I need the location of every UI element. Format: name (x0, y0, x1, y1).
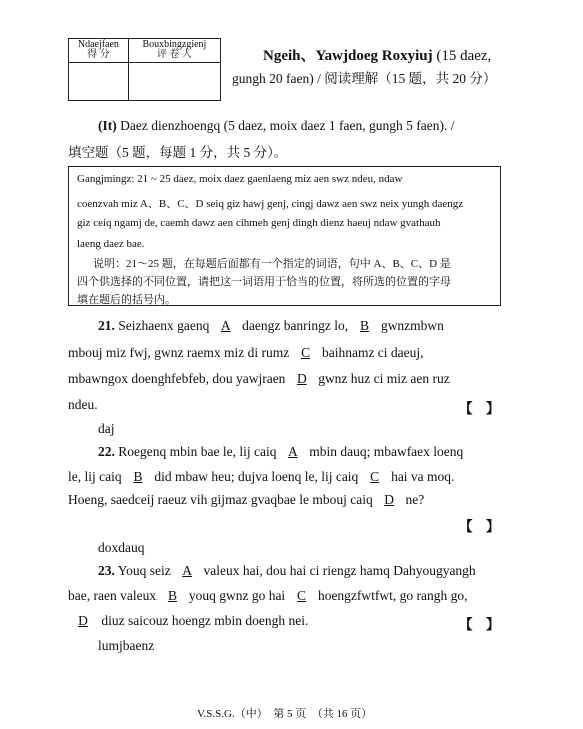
instruction-za-line: laeng daez bae. (77, 238, 145, 250)
score-label-zh: 得 分 (87, 49, 110, 60)
blank-d[interactable]: D (296, 371, 307, 386)
blank-c[interactable]: C (370, 469, 380, 484)
question-number: 21. (98, 318, 115, 333)
page-footer: V.S.S.G.（中） 第 5 页 （共 16 页） (197, 708, 373, 720)
score-cell-header (69, 39, 129, 63)
question-22-line1: 22. Roegenq mbin bae le, lij caiq A mbin dauq; mbawfaex loenq (98, 444, 464, 459)
section-text: Daez dienzhoengq (5 daez, moix daez 1 faen, gungh 5 faen). / (116, 118, 455, 133)
question-22-word: doxdauq (98, 540, 145, 555)
section-heading (98, 118, 454, 134)
question-22-line3: Hoeng, saedceij raeuz vih gijmaz gvaqbae le mbouj caiq D ne? (68, 492, 425, 507)
score-table (68, 38, 221, 101)
question-23-line1: 23. Youq seiz A valeux hai, dou hai ci riengz hamq Dahyougyangh (98, 563, 476, 578)
blank-c[interactable]: C (297, 588, 307, 603)
section-heading-line2: 填空题（5 题，每题 1 分，共 5 分）。 (68, 145, 288, 160)
blank-b[interactable]: B (360, 318, 370, 333)
question-23-word: lumjbaenz (98, 638, 155, 653)
blank-d[interactable]: D (384, 492, 395, 507)
blank-a[interactable]: A (287, 444, 298, 459)
section-label: (It) (98, 118, 117, 133)
blank-d[interactable]: D (78, 613, 88, 628)
question-21-line3: mbawngox doenghfebfeb, dou yawjraen D gwnz huz ci miz aen ruz (68, 371, 450, 386)
question-21-line4: ndeu. (68, 397, 98, 412)
question-21-line1: 21. Seizhaenx gaenq A daengz banringz lo, B gwnzmbwn (98, 318, 444, 333)
instruction-za-line: giz ceiq ngamj de, caemh dawz aen cihmeh genj dingh dienz haeuj ndaw gvathauh (77, 217, 441, 229)
instruction-zh-line: 四个供选择的不同位置，请把这一词语用于恰当的位置，将所选的位置的字母 (77, 276, 451, 288)
score-label-za: Ndaejfaen (77, 39, 119, 50)
instruction-za-line: coenzvah miz A、B、C、D seiq giz hawj genj, cingj dawz aen swz neix yungh daengz (77, 198, 464, 210)
instructions-box (68, 166, 501, 306)
blank-a[interactable]: A (182, 563, 193, 578)
blank-a[interactable]: A (220, 318, 231, 333)
part-title-suffix: (15 daez, (432, 48, 492, 64)
instruction-za-line: Gangjmingz: 21 ~ 25 daez, moix daez gaenlaeng miz aen swz ndeu, ndaw (77, 173, 403, 185)
blank-c[interactable]: C (301, 345, 311, 360)
score-cell-blank[interactable] (69, 63, 129, 101)
grader-label-zh: 评 卷 人 (156, 49, 192, 60)
instruction-zh-line: 说明：21～25 题，在每题后面都有一个指定的词语，句中 A、B、C、D 是 (93, 258, 451, 270)
question-number: 22. (98, 444, 115, 459)
question-23-line3: D diuz saicouz hoengz mbin doengh nei. (68, 613, 308, 629)
question-21-line2: mbouj miz fwj, gwnz raemx miz di rumz C baihnamz ci daeuj, (68, 345, 424, 360)
answer-bracket[interactable]: 【 】 (459, 617, 500, 632)
question-23-line2: bae, raen valeux B youq gwnz go hai C hoengzfwtfwt, go rangh go, (68, 588, 468, 603)
part-title (263, 44, 491, 65)
blank-b[interactable]: B (167, 588, 177, 603)
blank-b[interactable]: B (133, 469, 143, 484)
answer-bracket[interactable]: 【 】 (459, 519, 500, 534)
question-number: 23. (98, 563, 115, 578)
question-22-line2: le, lij caiq B did mbaw heu; dujva loenq le, lij caiq C hai va moq. (68, 469, 455, 484)
answer-bracket[interactable]: 【 】 (459, 401, 500, 416)
grader-cell-header (128, 39, 220, 63)
grader-cell-blank[interactable] (128, 63, 220, 101)
grader-label-za: Bouxbingzgienj (142, 39, 207, 50)
part-title-main: Ngeih、Yawjdoeg Roxyiuj (263, 48, 433, 64)
question-21-word: daj (98, 421, 115, 436)
part-title-line2: gungh 20 faen) / 阅读理解（15 题，共 20 分） (232, 71, 497, 86)
instruction-zh-line: 填在题后的括号内。 (77, 294, 176, 306)
